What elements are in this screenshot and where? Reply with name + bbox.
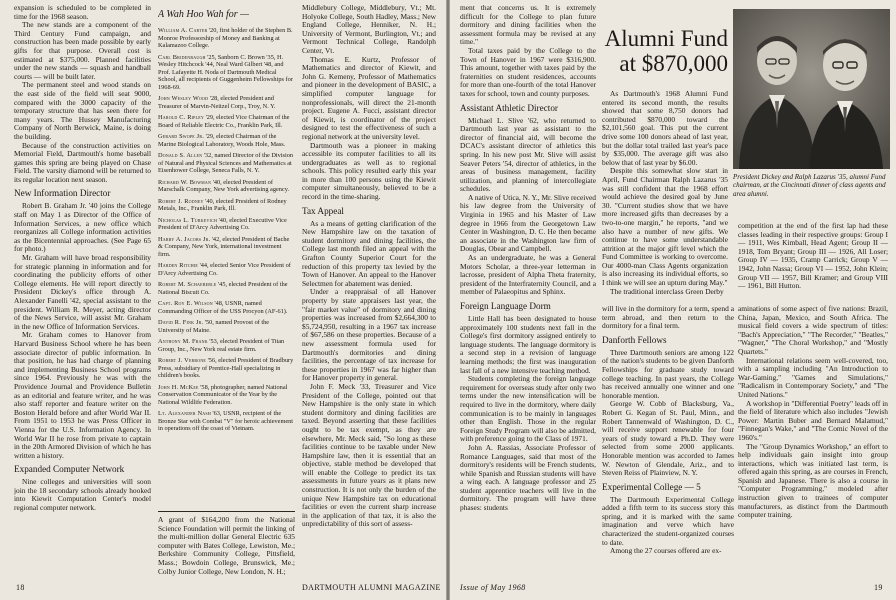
paragraph: A native of Utica, N. Y., Mr. Slive received his law degree from the University of Virginia in 1965 and his Master of Law degree in 1966 from the Georgetown Law Center in Washington, D. C. He then became an associate in the Washington law firm of Douglas, Obear and Campbell. [460,192,596,254]
paragraph: John A. Rassias, Associate Professor of Romance Languages, said that most of the dormitory's residents will be French students, while Spanish and Russian students will have a wing each. A language professor and 25 student apprentice teachers will live in the dormitory. The program will have three phases: students [460,442,596,513]
tax-story-continued [460,4,596,99]
honoree-note [158,179,295,194]
honoree-note [158,217,295,232]
computer-story [14,478,151,512]
paragraph: Mr. Graham will have broad responsibility for strategic planning in information and for coordinating the publicity efforts of other College elements. He will report directly to President Dickey's office through A. Alexander Fanelli '42, special assistant to the president. William R. Meyer, acting director of the News Service, will assist Mr. Graham in the new Office of Information Services. [14,253,151,331]
honoree-name: John H. McKee [158,383,199,391]
photo-illustration [733,9,890,169]
page-number-left: 18 [16,583,25,592]
right-column-2 [602,4,728,302]
honoree-name: Capt. Roy E. Wilson [158,300,213,307]
paragraph: The permanent steel and wood stands on the east side of the field will seat 9000, compared with the 3000 capacity of the temporary structure that has seen there for many years. The Hussey Manufacturing Company of North Berwick, Maine, is doing the building. [14,80,151,141]
honoree-note [158,410,295,433]
honoree-text: '48, USNR, named Commanding Officer of the USS Procyon (AF-61). [158,300,288,315]
heading-tax-appeal: Tax Appeal [302,205,344,216]
language-story-continued [602,305,734,331]
honoree-text: '40, elected Executive Vice President of D'Arcy Advertising Co. [158,216,287,231]
title-line-2: at $870,000 [619,51,728,76]
alumni-fund-story [602,90,728,296]
honoree-text: '44, elected Senior Vice President of D'Arcy Advertising Co. [158,262,291,277]
tax-story [302,220,436,529]
honoree-text: '50, named Provost of the University of Maine. [158,319,270,334]
alumni-fund-title [602,26,728,76]
heading-expanded-computer-network: Expanded Computer Network [14,464,125,475]
heading-experimental-college: Experimental College — 5 [602,481,701,492]
honoree-text: '45, elected President of the National Biscuit Co. [158,281,288,296]
danforth-story [602,349,734,478]
paragraph: A grant of $164,200 from the National Science Foundation will permit the linking of the multi-million dollar General Electric 635 computer with Bates College, Lewiston, Me.; Berkshire Community College, Pittsfield, Mass.; Bowdoin College, Brunswick, Me.; Colby Junior College, New London, N. H.; [158,515,295,576]
honoree-name: Harden Ritchie [158,262,199,269]
honoree-name: Robert M. Schaeberle [158,281,217,288]
honoree-note [158,300,295,315]
honoree-note [158,152,295,175]
paragraph: George W. Cobb of Blacksburg, Va., Robert G. Kegan of St. Paul, Minn., and Robert Tannenwald of Washington, D. C., will receive support renewable for four years of study toward a Ph.D. They were selected from some 2000 applicants. Honorable mention was accorded to James W. Newton of Glendale, Ariz., and to Steven Reiss of Plainview, N. Y. [602,399,734,478]
computer-story-continued [302,4,436,202]
paragraph: The Dartmouth Experimental College added a fifth term to its success story this spring, and it is marked with the same imagination and verve which have characterized the student-organized courses to date. [602,494,734,547]
honoree-name: Robert J. Verrone [158,357,207,364]
footer-title: DARTMOUTH ALUMNI MAGAZINE [302,583,441,592]
paragraph: Robert B. Graham Jr. '40 joins the College staff on May 1 as Director of the Office of Information Services, a new office which reorganizes all College information activities as the Bicentennial approaches. (See Page 65 for photo.) [14,201,151,254]
paragraph: International relations seem well-covered, too, with a sampling including "An Introduction to War-Gaming," "Games and Simulations," "Radicalism in Contemporary Society," and "The United Nations." [738,355,888,399]
paragraph: Despite this somewhat slow start in April, Fund Chairman Ralph Lazarus '35 was still confident that the 1968 effort would achieve the desired goal by June 30. "Current studies show that we have more increased gifts than decreases by a two-to-one margin," he reports, "and we also have a number of new gifts. We continue to have some understandable attrition at the major gift level which the Fund Committee is working to overcome. Our 4000-man Class Agents organization is also increasing its individual efforts, so I think we will see an upturn during May." [602,166,728,288]
honoree-name: Lt. Alexander Nash [158,410,211,417]
paragraph: Among the 27 courses offered are ex- [610,546,722,556]
honoree-text: '40, elected President of Marschalk Company, New York advertising agency. [158,178,290,193]
honoree-name: Anthony M. Frank [158,338,208,345]
honoree-text: '29, elected Chairman of the Marine Biological Laboratory, Woods Hole, Mass. [158,133,286,148]
honoree-text: '25, Sanborn C. Brown '35, H. Wesley Hitchcock '44, Neal Ward Gilbert '48, and Prof. Lafayette H. Noda of Dartmouth Medical School, all recipients of Guggenheim Fellowships for 1968-69. [158,53,293,91]
honoree-text: '53, elected President of Titan Group, Inc., New York real estate firm. [158,338,285,353]
paragraph: competition at the end of the first lap had these classes leading in their respective groups: Group I — 1911, Wes Kimball, Head Agent; Group II — 1918, Tom Bryant; Group III — 1926, All Loser; Group IV — 1935, Cramp Carrick; Group V — 1942, John Nassa; Group VI — 1952, John Klein; Group VII — 1957, Bill Kramer; and Group VIII — 1961, Bill Hutton. [738,222,888,291]
honoree-text: '32, named Director of the Division of Natural and Physical Sciences and Mathematics at Eisenhower College, Seneca Falls, N. Y. [158,152,294,174]
title-line-1: Alumni Fund [604,26,728,51]
page-number-right: 19 [874,583,883,592]
honoree-name: Donald S. Allen [158,152,203,159]
honoree-note [158,281,295,296]
honoree-name: William A. Carter [158,27,208,34]
honoree-name: Gerard Swope Jr. [158,133,204,140]
paragraph: A workshop in "Differential Poetry" leads off in the field of literature which also includes "Jewish Power: Martin Buber and Bernard Malamud," "Finnegan's Wake," and "The Comic Novel of the 1960's." [738,398,888,442]
paragraph: Total taxes paid by the College to the Town of Hanover in 1967 were $316,900. This amount, together with taxes paid by the fraternities on student residences, accounts for more than one-fourth of the total Hanover taxes for school, town and county purposes. [460,45,596,98]
honoree-name: Harold C. Ripley [158,114,204,121]
paragraph: As an undergraduate, he was a General Motors Scholar, a three-year letterman in lacrosse, president of Alpha Theta fraternity, president of the Interfraternity Council, and a member of Palaeopitus and Sphinx. [460,253,596,297]
honoree-note [158,114,295,129]
paragraph: Mr. Graham comes to Hanover from Harvard Business School where he has been associate director of public information. In that position, he has had charge of planning and implementing Business School programs since 1964. Previously he was with the Providence Journal and Providence Bulletin as an editorial and feature writer, and he was also staff reporter and feature writer on the Boston Herald before and after World War II. From 1951 to 1953 he was Press Officer in Vienna for the U.S. Information Agency. In World War II he rose from private to captain in the 20th Armored Division of which he has written a history. [14,330,151,460]
left-column-2-continuation [158,509,295,583]
paragraph: Little Hall has been designated to house approximately 100 students next fall in the College's first dormitory assigned entirely to language students. The language dormitory is a second step in a revision of language learning methods; the first was inauguration last fall of a new intensive teaching method. [460,314,596,375]
sidebar-title: A Wah Hoo Wah for — [158,9,250,20]
right-column-3-lower [738,305,888,585]
experimental-story [602,496,734,556]
heading-danforth-fellows: Danforth Fellows [602,334,667,345]
honoree-note [158,27,295,50]
photo-dickey-lazarus [733,9,890,169]
honoree-name: Richard W. Bowman [158,178,212,186]
left-column-3 [302,4,436,584]
paragraph: Michael L. Slive '62, who returned to Dartmouth last year as assistant to the director of financial aid, will become the DCAC's assistant director of athletics this spring. In his new post Mr. Slive will assist Seaver Peters '54, director of athletics, in the areas of business management, facility utilization, and planning of intercollegiate schedules. [460,115,596,194]
honoree-name: Harry A. Jacobs Jr. [158,235,211,243]
honoree-text: '20, first holder of the Stephen B. Monroe Professorship of Money and Banking at Kalamazoo College. [158,27,293,49]
heading-assistant-athletic-director: Assistant Athletic Director [460,102,558,113]
language-story [460,315,596,513]
honoree-note [158,338,295,353]
paragraph: As a means of getting clarification of the New Hampshire law on the taxation of student dormitory and dining facilities, the College last month filed an appeal with the Grafton County Superior Court for the reduction of this property tax levied by the Town of Hanover. An appeal to the Hanover Selectmen for abatement was denied. [302,218,436,288]
divider-rule [158,511,295,512]
expansion-story [14,4,151,184]
honoree-note [158,262,295,277]
honoree-text: '29, elected Vice Chairman of the Board of Reliable Electric Co., Franklin Park, Ill. [158,114,290,129]
honoree-note [158,357,295,380]
paragraph: The "Group Dynamics Workshop," an effort to help individuals gain insight into group interactions, which was initiated last term, is offered again this spring, as are courses in French, Spanish and Japanese. There is also a course in "Computer Programming," modeled after instruction given to trainees of computer manufacturers, as distinct from the Dartmouth computer training. [738,441,888,520]
paragraph: The traditional interclass Green Derby [610,286,724,296]
honoree-name: John Wesley Wood [158,95,209,102]
honoree-text: '56, elected President of Bradbury Press, subsidiary of Prentice-Hall specializing in children's books. [158,357,294,379]
athletic-story [460,117,596,297]
left-column-1 [14,4,151,544]
right-column-1 [460,4,596,584]
paragraph: Three Dartmouth seniors are among 122 of the nation's students to be given Danforth Fellowships for graduate study toward college teaching. In past years, the College has received annually one winner and one honorable mention. [602,347,734,400]
honoree-text: '42, elected President of Bache & Company, New York, international investment firm. [158,235,290,258]
wah-hoo-wah-sidebar [158,27,295,433]
paragraph: Thomas E. Kurtz, Professor of Mathematics and director of Kiewit, and John G. Kemeny, Professor of Mathematics and pioneer in the development of BASIC, a simplified computer language for nonprofessionals, will direct the 21-month project. Eugene A. Fucci, assistant director of Kiewit, is coordinator of the project designed to test the effectiveness of such a regional network at the university level. [302,54,436,141]
paragraph: expansion is scheduled to be completed in time for the 1968 season. [14,4,151,21]
paragraph: Under a reappraisal of all Hanover property by state appraisers last year, the "fair market value" of dormitory and dining properties was increased from $2,664,300 to $5,724,950, resulting in a 1967 tax increase of $67,586 on these properties. Because of a new assessment formula used for Dartmouth's dormitories and dining facilities, the percentage of tax increase for these properties in 1967 was far higher than for Hanover property in general. [302,287,436,383]
heading-new-information-director: New Information Director [14,188,111,199]
paragraph: aminations of some aspect of five nations: Brazil, China, Japan, Mexico, and South Africa. The musical field covers a wide spectrum of titles: "Bach's Appreciation," "The Recorder," "Beatles," "Wagner," "The Choral Workshop," and "Mostly Quartets." [738,305,888,356]
honoree-text: '28, elected President and Treasurer of Marvin-Neitzel Corp., Troy, N. Y. [158,95,276,110]
paragraph: Students completing the foreign language requirement for overseas study after only two terms under the new intensification will be required to live in the dormitory, where daily communication is to be mainly in languages other than English. Those in the regular Foreign Study Program will also be admitted, with preference going to the Class of 1971. [460,374,596,444]
left-column-2 [158,4,295,544]
left-page [0,0,446,600]
honoree-name: David R. Fink Jr. [158,319,204,326]
paragraph: Middlebury College, Middlebury, Vt.; Mt. Holyoke College, South Hadley, Mass.; New England College, Henniker, N. H.; University of Vermont, Burlington, Vt.; and Vermont Technical College, Randolph Center, Vt. [302,4,436,55]
honoree-note [158,198,295,213]
paragraph: John F. Meck '33, Treasurer and Vice President of the College, pointed out that New Hampshire is the only state in which student dormitory and dining facilities are taxed. Beyond asserting that these facilities ought to be tax exempt, as they are elsewhere, Mr. Meck said, "So long as these facilities continue to be taxable under New Hampshire law, then it is essential that an objective, stable method be developed that will enable the College to predict its tax assessments in future years as it plans new construction. It is not only the burden of the unique New Hampshire tax on educational facilities or even the current sharp increase in the application of that tax, it is also the unpredictability of this sort of assess- [302,381,436,529]
photo-caption: President Dickey and Ralph Lazarus '35, alumni Fund chairman, at the Cincinnati dinner of class agents and area alumni. [733,173,886,198]
honoree-note [158,133,295,148]
right-column-2-lower [602,305,734,585]
right-column-3 [738,222,888,302]
info-director-story [14,202,151,460]
honoree-note [158,54,295,92]
honoree-text: '40, elected President of Rodney Metals, Inc., Franklin Park, Ill. [158,197,287,212]
honoree-text: '58, photographer, named National Conservation Communicator of the Year by the National Wildlife Federation. [158,383,288,406]
paragraph: will live in the dormitory for a term, spend a term abroad, and then return to the dormitory for a final term. [602,305,734,331]
paragraph: As Dartmouth's 1968 Alumni Fund entered its second month, the results showed that some 8,750 donors had contributed $870,000 toward the $2,101,560 goal. This put the current drive some 100 donors ahead of last year, but the dollar total trailed last year's pace by $35,000. The average gift was also below that of last year by $6.00. [602,89,728,167]
paragraph: Nine colleges and universities will soon join the 18 secondary schools already hooked into Kiewit Computation Center's model regional computer network. [14,477,151,513]
honoree-note [158,236,295,259]
footer-issue: Issue of May 1968 [460,583,526,592]
paragraph: Dartmouth was a pioneer in making accessible its computer facilities to all its undergraduates as well as to regional schools. This policy resulted early this year in more than 100 persons using the Kiewit computer simultaneously, believed to be a record in the time-sharing. [302,140,436,202]
honoree-name: Carl Bridenbaugh [158,53,206,61]
honoree-note [158,319,295,334]
honoree-note [158,95,295,110]
paragraph: The new stands are a component of the Third Century Fund campaign, and construction has been made possible by early gifts for that purpose. Overall cost is estimated at $375,000. Planned facilities under the new stands — squash and handball courts — will be built later. [14,20,151,81]
honoree-note [158,384,295,407]
honoree-name: Nicholas L. Turkevich [158,216,218,224]
heading-foreign-language-dorm: Foreign Language Dorm [460,301,551,311]
honoree-text: '63, USNR, recipient of the Bronze Star with Combat "V" for heroic achievement in operations off the coast of Vietnam. [158,410,294,432]
honoree-name: Robert J. Rodney [158,197,204,205]
paragraph: Because of the construction activities on Memorial Field, Dartmouth's home baseball games this spring are being played on Chase Field. The varsity diamond will be returned to its regular location next season. [14,140,151,184]
paragraph: ment that concerns us. It is extremely difficult for the College to plan future dormitory and dining facilities when the assessment formula may be revised at any time." [460,4,596,47]
